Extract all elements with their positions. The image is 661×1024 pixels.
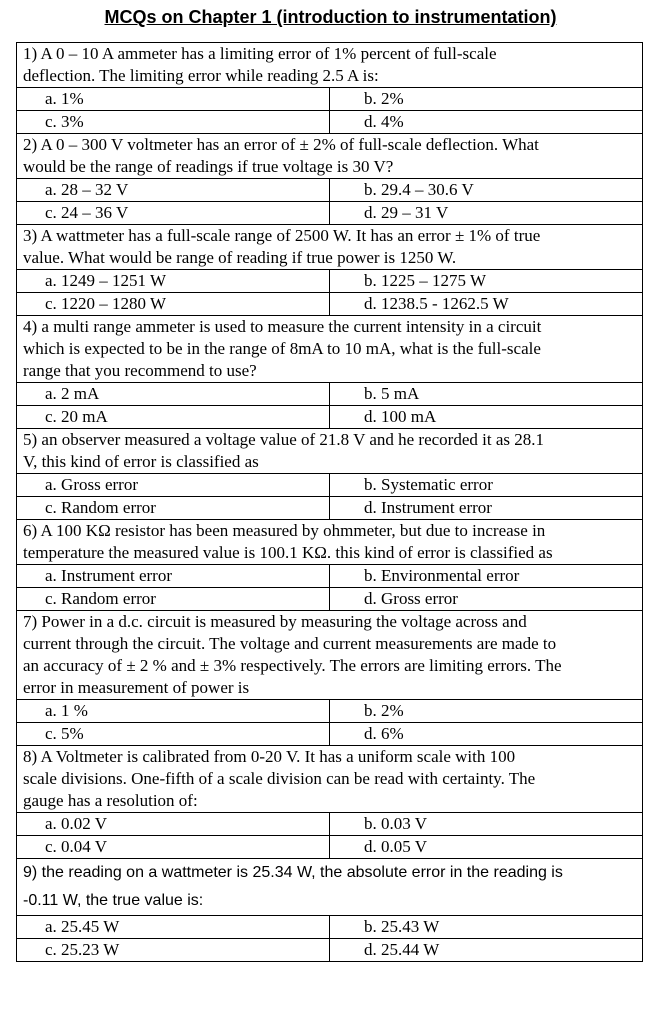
options-row — [17, 111, 643, 134]
options-row — [17, 474, 643, 497]
option-c: c. 20 mA — [17, 406, 330, 429]
option-c: c. 0.04 V — [17, 836, 330, 859]
question-line: 2) A 0 – 300 V voltmeter has an error of ± 2% of full-scale deflection. What — [23, 135, 539, 154]
option-b: b. Systematic error — [330, 474, 643, 497]
question-line: error in measurement of power is — [23, 678, 250, 697]
question-row — [17, 134, 643, 179]
option-a: a. 1% — [17, 88, 330, 111]
question-text — [17, 520, 643, 565]
question-line: -0.11 W, the true value is: — [23, 892, 204, 909]
option-c: c. 1220 – 1280 W — [17, 293, 330, 316]
question-line: 6) A 100 KΩ resistor has been measured by ohmmeter, but due to increase in — [23, 521, 546, 540]
question-line: which is expected to be in the range of 8mA to 10 mA, what is the full-scale — [23, 339, 541, 358]
option-a: a. Gross error — [17, 474, 330, 497]
option-a: a. 1 % — [17, 700, 330, 723]
question-line: 3) A wattmeter has a full-scale range of 2500 W. It has an error ± 1% of true — [23, 226, 541, 245]
question-line: range that you recommend to use? — [23, 361, 257, 380]
option-c: c. Random error — [17, 497, 330, 520]
option-b: b. Environmental error — [330, 565, 643, 588]
question-line: 9) the reading on a wattmeter is 25.34 W, the absolute error in the reading is — [23, 864, 563, 881]
option-a: a. 25.45 W — [17, 916, 330, 939]
option-d: d. 0.05 V — [330, 836, 643, 859]
options-row — [17, 88, 643, 111]
option-b: b. 2% — [330, 700, 643, 723]
question-text — [17, 316, 643, 383]
question-row — [17, 520, 643, 565]
option-d: d. Instrument error — [330, 497, 643, 520]
option-d: d. 29 – 31 V — [330, 202, 643, 225]
question-line: 8) A Voltmeter is calibrated from 0-20 V. It has a uniform scale with 100 — [23, 747, 516, 766]
question-line: temperature the measured value is 100.1 KΩ. this kind of error is classified as — [23, 543, 553, 562]
option-b: b. 0.03 V — [330, 813, 643, 836]
question-row — [17, 429, 643, 474]
question-text — [17, 43, 643, 88]
option-c: c. 3% — [17, 111, 330, 134]
question-line: an accuracy of ± 2 % and ± 3% respectively. The errors are limiting errors. The — [23, 656, 562, 675]
question-text — [17, 859, 643, 916]
option-a: a. 2 mA — [17, 383, 330, 406]
options-row — [17, 179, 643, 202]
mcq-table — [16, 42, 643, 962]
option-c: c. Random error — [17, 588, 330, 611]
question-text — [17, 611, 643, 700]
page-title: MCQs on Chapter 1 (introduction to instrumentation) — [104, 7, 557, 27]
option-b: b. 5 mA — [330, 383, 643, 406]
question-line: 1) A 0 – 10 A ammeter has a limiting error of 1% percent of full-scale — [23, 44, 497, 63]
options-row — [17, 293, 643, 316]
option-b: b. 2% — [330, 88, 643, 111]
question-row — [17, 43, 643, 88]
options-row — [17, 723, 643, 746]
option-d: d. 6% — [330, 723, 643, 746]
option-d: d. 25.44 W — [330, 939, 643, 962]
option-c: c. 5% — [17, 723, 330, 746]
question-line: would be the range of readings if true voltage is 30 V? — [23, 157, 394, 176]
question-line: 5) an observer measured a voltage value of 21.8 V and he recorded it as 28.1 — [23, 430, 544, 449]
question-row — [17, 225, 643, 270]
option-d: d. 4% — [330, 111, 643, 134]
question-row — [17, 746, 643, 813]
options-row — [17, 939, 643, 962]
question-line: scale divisions. One-fifth of a scale division can be read with certainty. The — [23, 769, 536, 788]
options-row — [17, 497, 643, 520]
options-row — [17, 588, 643, 611]
options-row — [17, 270, 643, 293]
question-line: gauge has a resolution of: — [23, 791, 198, 810]
option-a: a. 1249 – 1251 W — [17, 270, 330, 293]
question-line: V, this kind of error is classified as — [23, 452, 259, 471]
question-row — [17, 316, 643, 383]
option-a: a. 0.02 V — [17, 813, 330, 836]
question-line: 7) Power in a d.c. circuit is measured by measuring the voltage across and — [23, 612, 527, 631]
option-c: c. 25.23 W — [17, 939, 330, 962]
options-row — [17, 383, 643, 406]
question-row — [17, 611, 643, 700]
question-line: value. What would be range of reading if true power is 1250 W. — [23, 248, 457, 267]
question-line: current through the circuit. The voltage and current measurements are made to — [23, 634, 557, 653]
option-a: a. Instrument error — [17, 565, 330, 588]
options-row — [17, 565, 643, 588]
question-line: deflection. The limiting error while reading 2.5 A is: — [23, 66, 379, 85]
option-c: c. 24 – 36 V — [17, 202, 330, 225]
option-b: b. 25.43 W — [330, 916, 643, 939]
question-text — [17, 429, 643, 474]
options-row — [17, 836, 643, 859]
option-b: b. 29.4 – 30.6 V — [330, 179, 643, 202]
option-d: d. Gross error — [330, 588, 643, 611]
options-row — [17, 202, 643, 225]
question-row — [17, 859, 643, 916]
option-b: b. 1225 – 1275 W — [330, 270, 643, 293]
options-row — [17, 700, 643, 723]
options-row — [17, 916, 643, 939]
question-text — [17, 746, 643, 813]
option-a: a. 28 – 32 V — [17, 179, 330, 202]
option-d: d. 100 mA — [330, 406, 643, 429]
option-d: d. 1238.5 - 1262.5 W — [330, 293, 643, 316]
question-text — [17, 134, 643, 179]
options-row — [17, 813, 643, 836]
question-text — [17, 225, 643, 270]
question-line: 4) a multi range ammeter is used to measure the current intensity in a circuit — [23, 317, 542, 336]
options-row — [17, 406, 643, 429]
